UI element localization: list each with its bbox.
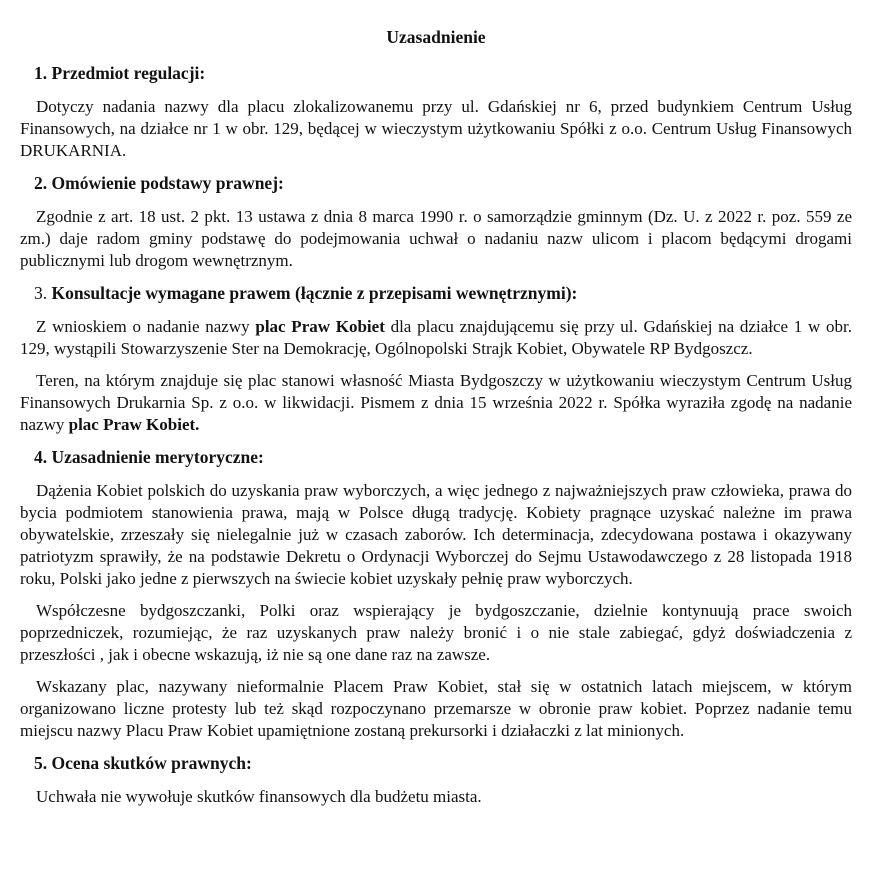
text-run: 3.: [34, 283, 48, 303]
text-run: plac Praw Kobiet.: [68, 415, 200, 434]
section-2-paragraph-1: [20, 206, 852, 272]
section-5-heading: [34, 752, 852, 774]
section-2-heading: [34, 172, 852, 194]
section-1-paragraph-1: [20, 96, 852, 162]
section-konsultacje: [20, 282, 852, 436]
text-run: 2. Omówienie podstawy prawnej:: [34, 173, 284, 193]
document-title: Uzasadnienie: [386, 27, 486, 47]
section-3-heading: [34, 282, 852, 304]
text-run: Współczesne bydgoszczanki, Polki oraz wspierający je bydgoszczanie, dzielnie kontynuują prace swoich poprzedniczek, rozumiejąc, że raz uzyskanych praw należy bronić i o nie stale zabiegać, gdyż doświadczenia z przeszłości , jak i obecne wskazują, iż nie są one dane raz na zawsze.: [20, 601, 852, 664]
section-omowienie-podstawy-prawnej: [20, 172, 852, 272]
section-4-paragraph-3: [20, 676, 852, 742]
section-1-heading: [34, 62, 852, 84]
text-run: Z wnioskiem o nadanie nazwy: [36, 317, 256, 336]
text-run: Dążenia Kobiet polskich do uzyskania praw wyborczych, a więc jednego z najważniejszych praw człowieka, prawa do bycia podmiotem stanowienia prawa, mają w Polsce długą tradycję. Kobiety pragnące uzyskać należne im prawa obywatelskie, zrzeszały się nielegalnie już w czasach zaborów. Ich determinacja, zdecydowana postawa i okazywany patriotyzm sprawiły, że na podstawie Dekretu o Ordynacji Wyborczej do Sejmu Ustawodawczego z 28 listopada 1918 roku, Polski jako jedne z pierwszych na świecie kobiet uzyskały pełnię praw wyborczych.: [20, 481, 852, 588]
text-run: Teren, na którym znajduje się plac stanowi własność Miasta Bydgoszczy w użytkowaniu wieczystym Centrum Usług Finansowych Drukarnia Sp. z o.o. w likwidacji. Pismem z dnia 15 września 2022 r. Spółka wyraziła zgodę na nadanie nazwy: [20, 371, 852, 434]
text-run: 4. Uzasadnienie merytoryczne:: [34, 447, 264, 467]
text-run: 5. Ocena skutków prawnych:: [34, 753, 252, 773]
section-przedmiot-regulacji: [20, 62, 852, 162]
section-3-paragraph-2: [20, 370, 852, 436]
section-4-heading: [34, 446, 852, 468]
text-run: 1. Przedmiot regulacji:: [34, 63, 206, 83]
section-5-paragraph-1: [20, 786, 852, 808]
text-run: dla placu znajdującemu się przy ul. Gdańskiej na działce 1 w obr. 129, wystąpili Stowarzyszenie Ster na Demokrację, Ogólnopolski Strajk Kobiet, Obywatele RP Bydgoszcz.: [20, 317, 852, 358]
text-run: Wskazany plac, nazywany nieformalnie Placem Praw Kobiet, stał się w ostatnich latach miejscem, w którym organizowano liczne protesty lub też skąd rozpoczynano przemarsze w obronie praw kobiet. Poprzez nadanie temu miejscu nazwy Placu Praw Kobiet upamiętnione zostaną prekursorki i działaczki z lat minionych.: [20, 677, 852, 740]
text-run: Konsultacje wymagane prawem (łącznie z przepisami wewnętrznymi):: [47, 283, 578, 303]
text-run: plac Praw Kobiet: [255, 317, 385, 336]
section-4-paragraph-2: [20, 600, 852, 666]
text-run: Dotyczy nadania nazwy dla placu zlokalizowanemu przy ul. Gdańskiej nr 6, przed budynkiem Centrum Usług Finansowych, na działce nr 1 w obr. 129, będącej w wieczystym użytkowaniu Spółki z o.o. Centrum Usług Finansowych DRUKARNIA.: [20, 97, 852, 160]
text-run: Zgodnie z art. 18 ust. 2 pkt. 13 ustawa z dnia 8 marca 1990 r. o samorządzie gminnym (Dz. U. z 2022 r. poz. 559 ze zm.) daje radom gminy podstawę do podejmowania uchwał o nadaniu nazw ulicom i placom będącymi drogami publicznymi lub drogom wewnętrznym.: [20, 207, 852, 270]
section-4-paragraph-1: [20, 480, 852, 590]
section-3-paragraph-1: [20, 316, 852, 360]
section-ocena-skutkow-prawnych: [20, 752, 852, 808]
text-run: Uchwała nie wywołuje skutków finansowych dla budżetu miasta.: [36, 787, 482, 806]
section-uzasadnienie-merytoryczne: [20, 446, 852, 742]
